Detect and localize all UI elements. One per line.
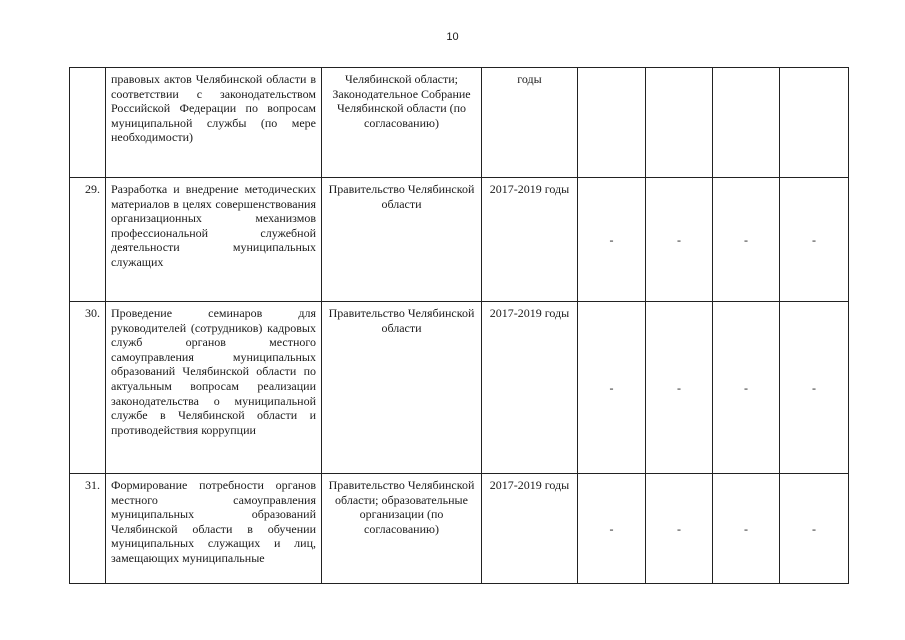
value-cell: - [578, 474, 646, 584]
value-cell: - [578, 178, 646, 302]
value-cell: - [780, 302, 849, 474]
value-cell: - [780, 178, 849, 302]
executor: Правительство Челябинской области; образовательные организации (по согласованию) [322, 474, 482, 584]
row-number [70, 68, 106, 178]
value-cell: - [780, 474, 849, 584]
executor: Правительство Челябинской области [322, 178, 482, 302]
value-cell: - [646, 302, 713, 474]
value-cell [646, 68, 713, 178]
table-row [70, 178, 849, 302]
value-cell: - [646, 474, 713, 584]
value-cell [713, 68, 780, 178]
page-number: 10 [446, 31, 459, 43]
table-row [70, 474, 849, 584]
value-cell: - [578, 302, 646, 474]
row-number: 29. [70, 178, 106, 302]
table-row [70, 302, 849, 474]
term: 2017-2019 годы [482, 178, 578, 302]
value-cell: - [713, 474, 780, 584]
term: 2017-2019 годы [482, 474, 578, 584]
value-cell: - [713, 302, 780, 474]
value-cell [780, 68, 849, 178]
measure-description: Формирование потребности органов местного самоуправления муниципальных образований Челябинской области в обучении муниципальных служащих и лиц, замещающих муниципальные [106, 474, 322, 584]
term: годы [482, 68, 578, 178]
term: 2017-2019 годы [482, 302, 578, 474]
value-cell [578, 68, 646, 178]
row-number: 31. [70, 474, 106, 584]
value-cell: - [713, 178, 780, 302]
measure-description: Разработка и внедрение методических материалов в целях совершенствования организационных механизмов профессиональной служебной деятельности муниципальных служащих [106, 178, 322, 302]
measure-description: правовых актов Челябинской области в соответствии с законодательством Российской Федерации по вопросам муниципальной службы (по мере необходимости) [106, 68, 322, 178]
executor: Челябинской области; Законодательное Собрание Челябинской области (по согласованию) [322, 68, 482, 178]
measures-table [69, 67, 849, 584]
measure-description: Проведение семинаров для руководителей (сотрудников) кадровых служб органов местного самоуправления муниципальных образований Челябинской области по актуальным вопросам реализации законодательства о муниципальной службе в Челябинской области и противодействия коррупции [106, 302, 322, 474]
executor: Правительство Челябинской области [322, 302, 482, 474]
row-number: 30. [70, 302, 106, 474]
value-cell: - [646, 178, 713, 302]
table-row [70, 68, 849, 178]
